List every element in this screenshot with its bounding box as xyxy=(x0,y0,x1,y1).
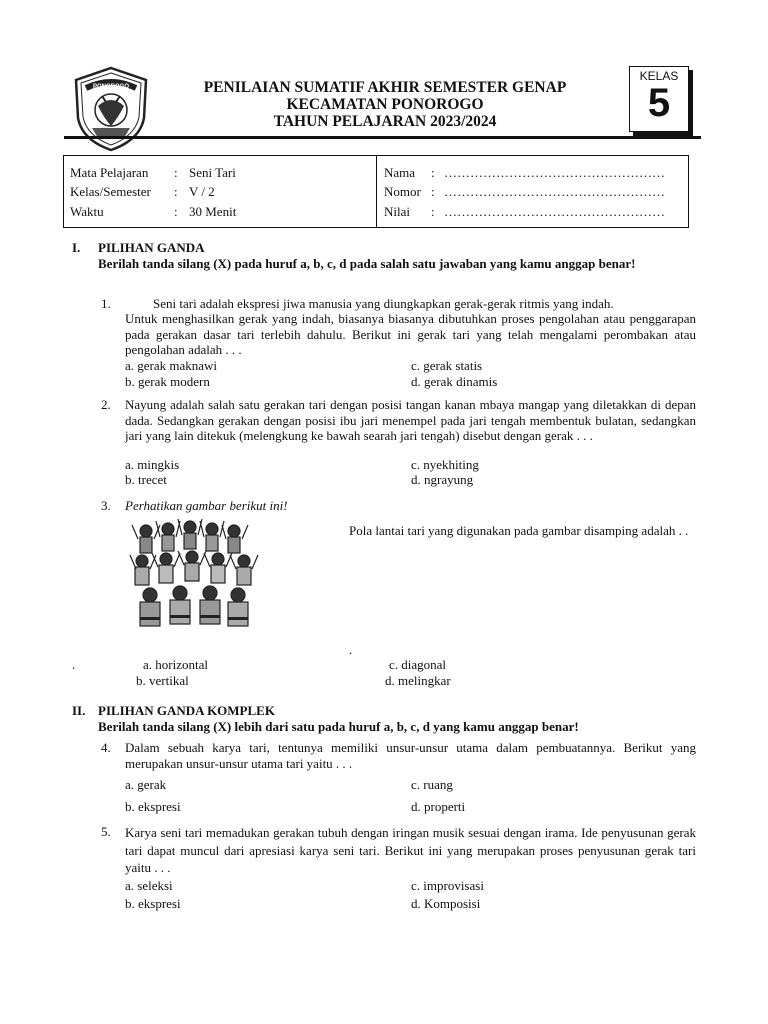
school-emblem-logo xyxy=(72,66,150,152)
q3-intro: Perhatikan gambar berikut ini! xyxy=(125,498,288,513)
kelas-label: KELAS xyxy=(639,69,679,83)
info-label-score: Nilai xyxy=(384,204,410,219)
q1-number: 1. xyxy=(101,296,111,311)
svg-text:PONOROGO: PONOROGO xyxy=(92,84,130,90)
dancers-floor-pattern-image xyxy=(128,517,260,635)
info-label-time: Waktu xyxy=(70,204,104,219)
q2-option-d[interactable]: d. ngrayung xyxy=(411,472,474,487)
info-label-number: Nomor xyxy=(384,184,421,199)
q3-dot-right: . xyxy=(349,642,353,657)
info-sep-score: : xyxy=(431,204,435,219)
info-sep-subject: : xyxy=(174,165,178,180)
q2-option-a[interactable]: a. mingkis xyxy=(125,457,180,472)
info-sep-name: : xyxy=(431,165,435,180)
q5-option-d[interactable]: d. Komposisi xyxy=(411,896,481,911)
q4-option-c[interactable]: c. ruang xyxy=(411,777,453,792)
info-label-name: Nama xyxy=(384,165,416,180)
q3-option-b[interactable]: b. vertikal xyxy=(136,673,189,688)
q1-option-d[interactable]: d. gerak dinamis xyxy=(411,374,498,389)
q4-option-b[interactable]: b. ekspresi xyxy=(125,799,181,814)
section2-number: II. xyxy=(72,703,86,718)
q2-option-b[interactable]: b. trecet xyxy=(125,472,167,487)
info-label-subject: Mata Pelajaran xyxy=(70,165,149,180)
q2-option-c[interactable]: c. nyekhiting xyxy=(411,457,479,472)
q1-option-a[interactable]: a. gerak maknawi xyxy=(125,358,218,373)
q3-dot-left: . xyxy=(72,657,76,672)
q4-number: 4. xyxy=(101,740,111,755)
info-sep-time: : xyxy=(174,204,178,219)
q3-option-a[interactable]: a. horizontal xyxy=(143,657,208,672)
section1-number: I. xyxy=(72,240,81,255)
q5-number: 5. xyxy=(101,824,111,839)
q3-number: 3. xyxy=(101,498,111,513)
section1-title: PILIHAN GANDA xyxy=(98,240,205,255)
section2-title: PILIHAN GANDA KOMPLEK xyxy=(98,703,275,718)
info-value-time: 30 Menit xyxy=(189,204,237,219)
name-field[interactable]: …………………………………………… xyxy=(444,165,665,180)
header-rule xyxy=(64,136,701,139)
q5-option-c[interactable]: c. improvisasi xyxy=(411,878,484,893)
q5-text: Karya seni tari memadukan gerakan tubuh dengan iringan musik sesuai dengan irama. Ide penyusunan gerak tari dapat muncul dari apresiasi karya seni tari. Berikut ini yang merupakan proses penyusunan gerak tari yaitu . . . xyxy=(125,825,696,875)
q3-option-c[interactable]: c. diagonal xyxy=(389,657,447,672)
q4-option-d[interactable]: d. properti xyxy=(411,799,466,814)
q1-option-c[interactable]: c. gerak statis xyxy=(411,358,483,373)
section2-instruction: Berilah tanda silang (X) lebih dari satu pada huruf a, b, c, d yang kamu anggap benar! xyxy=(98,719,579,734)
district-title: KECAMATAN PONOROGO xyxy=(286,96,484,113)
q1-text: Untuk menghasilkan gerak yang indah, biasanya biasanya dibutuhkan proses pengolahan atau penggarapan pada gerakan dasar tari terlebih dahulu. Berikut ini gerak tari yang telah mengalami perombakan atau pengolahan adalah . . . xyxy=(125,311,696,357)
info-divider xyxy=(376,156,377,227)
info-value-class: V / 2 xyxy=(189,184,215,199)
q2-text: Nayung adalah salah satu gerakan tari dengan posisi tangan kanan mbaya mangap yang diletakkan di depan dada. Sedangkan gerakan dengan posisi ibu jari menempel pada jari tengah membentuk bulatan, sedangkan jari yang lain ditekuk (melengkung ke bawah searah jari tengah) disebut dengan gerak . . . xyxy=(125,397,696,443)
q4-text: Dalam sebuah karya tari, tentunya memiliki unsur-unsur utama dalam pembuatannya. Berikut yang merupakan unsur-unsur utama tari yaitu . . . xyxy=(125,740,696,771)
q1-option-b[interactable]: b. gerak modern xyxy=(125,374,210,389)
number-field[interactable]: …………………………………………… xyxy=(444,184,665,199)
kelas-value: 5 xyxy=(647,81,671,125)
q3-text: Pola lantai tari yang digunakan pada gambar disamping adalah . . xyxy=(349,523,689,538)
q5-option-b[interactable]: b. ekspresi xyxy=(125,896,181,911)
info-sep-number: : xyxy=(431,184,435,199)
exam-title: PENILAIAN SUMATIF AKHIR SEMESTER GENAP xyxy=(203,79,567,96)
q5-option-a[interactable]: a. seleksi xyxy=(125,878,173,893)
kelas-box xyxy=(629,66,689,132)
info-sep-class: : xyxy=(174,184,178,199)
info-value-subject: Seni Tari xyxy=(189,165,236,180)
q3-option-d[interactable]: d. melingkar xyxy=(385,673,451,688)
q4-option-a[interactable]: a. gerak xyxy=(125,777,167,792)
info-label-class: Kelas/Semester xyxy=(70,184,151,199)
section1-instruction: Berilah tanda silang (X) pada huruf a, b, c, d pada salah satu jawaban yang kamu anggap benar! xyxy=(98,256,636,271)
q1-text-first: Seni tari adalah ekspresi jiwa manusia yang diungkapkan gerak-gerak ritmis yang indah. xyxy=(153,296,614,311)
q2-number: 2. xyxy=(101,397,111,412)
academic-year-title: TAHUN PELAJARAN 2023/2024 xyxy=(273,113,497,130)
score-field[interactable]: …………………………………………… xyxy=(444,204,665,219)
